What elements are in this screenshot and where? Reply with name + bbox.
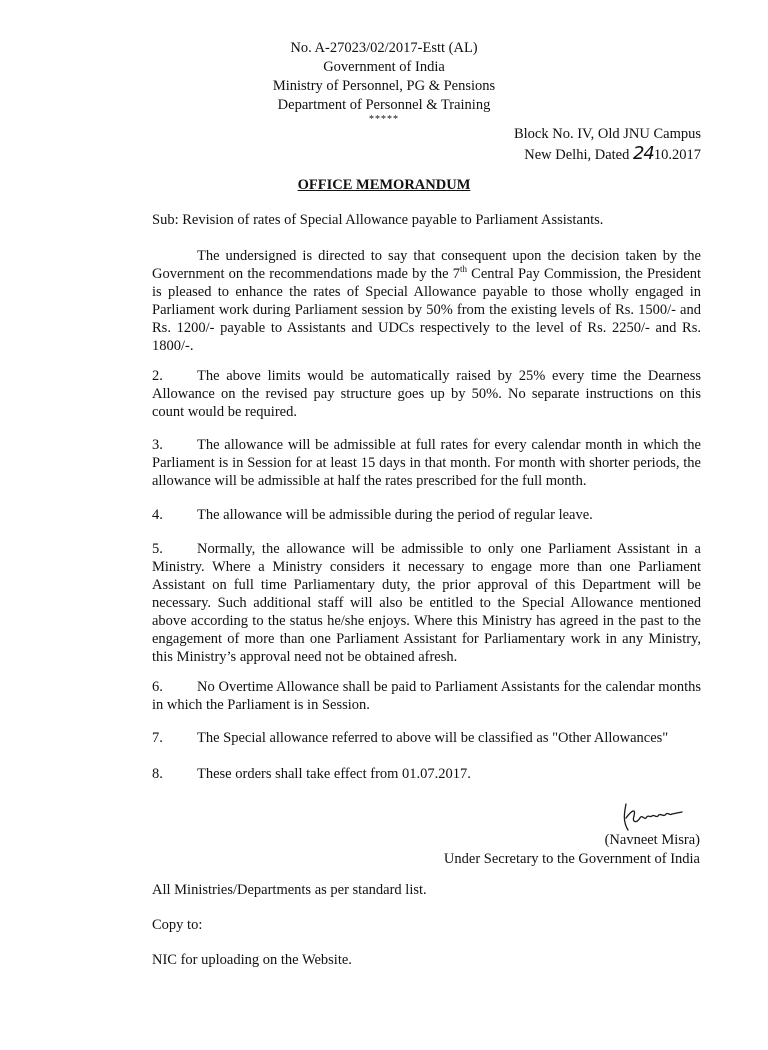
para-text: These orders shall take effect from 01.07.2017. — [197, 766, 471, 782]
office-address: Block No. IV, Old JNU Campus — [513, 126, 701, 142]
para-number: 6. — [152, 679, 163, 695]
ministry-name: Ministry of Personnel, PG & Pensions — [272, 78, 496, 94]
paragraph-3 — [152, 436, 701, 490]
separator-stars: ***** — [369, 114, 399, 125]
signatory-designation: Under Secretary to the Government of India — [443, 851, 700, 867]
handwritten-day: 24 — [632, 143, 654, 164]
signatory-name: (Navneet Misra) — [604, 832, 700, 848]
para-text: The allowance will be admissible at full rates for every calendar month in which the Parliament is in Session for at least 15 days in that month. For month with shorter periods, the allowance will be admissible at half the rates prescribed for the full month. — [152, 437, 701, 489]
paragraph-2 — [152, 367, 701, 421]
distribution-line: All Ministries/Departments as per standard list. — [152, 882, 427, 898]
government-name: Government of India — [323, 59, 445, 75]
paragraph-5 — [152, 540, 701, 666]
memo-title: OFFICE MEMORANDUM — [297, 177, 471, 193]
para-text: The allowance will be admissible during the period of regular leave. — [197, 507, 593, 523]
letterhead — [0, 39, 768, 124]
paragraph-8 — [152, 765, 701, 783]
para-number: 7. — [152, 730, 163, 746]
p1-text-b: Central Pay Commission, the President is pleased to enhance the rates of Special Allowance payable to those wholly engaged in Parliament work during Parliament session by 50% from the existing levels of Rs. 1500/- and Rs. 1200/- payable to Assistants and UDCs respectively to the level of Rs. 2250/- and Rs. 1800/-. — [152, 266, 701, 354]
copy-recipient: NIC for uploading on the Website. — [152, 952, 352, 968]
address-block — [514, 125, 701, 165]
paragraph-4 — [152, 506, 701, 524]
p1-text-a: The undersigned is directed to say that consequent upon the decision taken by the Government on the recommendations made by the 7 — [152, 248, 701, 282]
department-name: Department of Personnel & Training — [277, 97, 491, 113]
paragraph-7 — [152, 729, 701, 747]
dated-prefix: New Delhi, Dated — [524, 147, 630, 163]
paragraph-6 — [152, 678, 701, 714]
dated-line — [514, 144, 701, 165]
para-text: The Special allowance referred to above will be classified as "Other Allowances" — [197, 730, 669, 746]
file-number: No. A-27023/02/2017-Estt (AL) — [290, 40, 478, 56]
p1-superscript: th — [459, 264, 467, 275]
para-number: 3. — [152, 437, 163, 453]
para-number: 2. — [152, 368, 163, 384]
para-text: The above limits would be automatically raised by 25% every time the Dearness Allowance on the revised pay structure goes up by 50%. No separate instructions on this count would be required. — [152, 368, 701, 420]
date-rest: 10.2017 — [653, 147, 701, 163]
para-number: 8. — [152, 766, 163, 782]
para-text: No Overtime Allowance shall be paid to Parliament Assistants for the calendar months in which the Parliament is in Session. — [152, 679, 701, 713]
para-text: Normally, the allowance will be admissible to only one Parliament Assistant in a Ministry. Where a Ministry considers it necessary to engage more than one Parliament Assistant on full time Parliamentary duty, the prior approval of this Department will be necessary. Such additional staff will also be entitled to the Special Allowance mentioned above according to the status he/she enjoys. Where this Ministry has agreed in the past to the engagement of more than one Parliament Assistant for Parliamentary work in any Ministry, this Ministry’s approval need not be obtained afresh. — [152, 541, 701, 665]
para-number: 5. — [152, 541, 163, 557]
signatory-block — [444, 831, 700, 869]
para-number: 4. — [152, 507, 163, 523]
handwritten-signature — [620, 800, 684, 834]
paragraph-1 — [152, 247, 701, 355]
subject-line: Sub: Revision of rates of Special Allowance payable to Parliament Assistants. — [152, 212, 604, 228]
copy-to-label: Copy to: — [152, 917, 203, 933]
